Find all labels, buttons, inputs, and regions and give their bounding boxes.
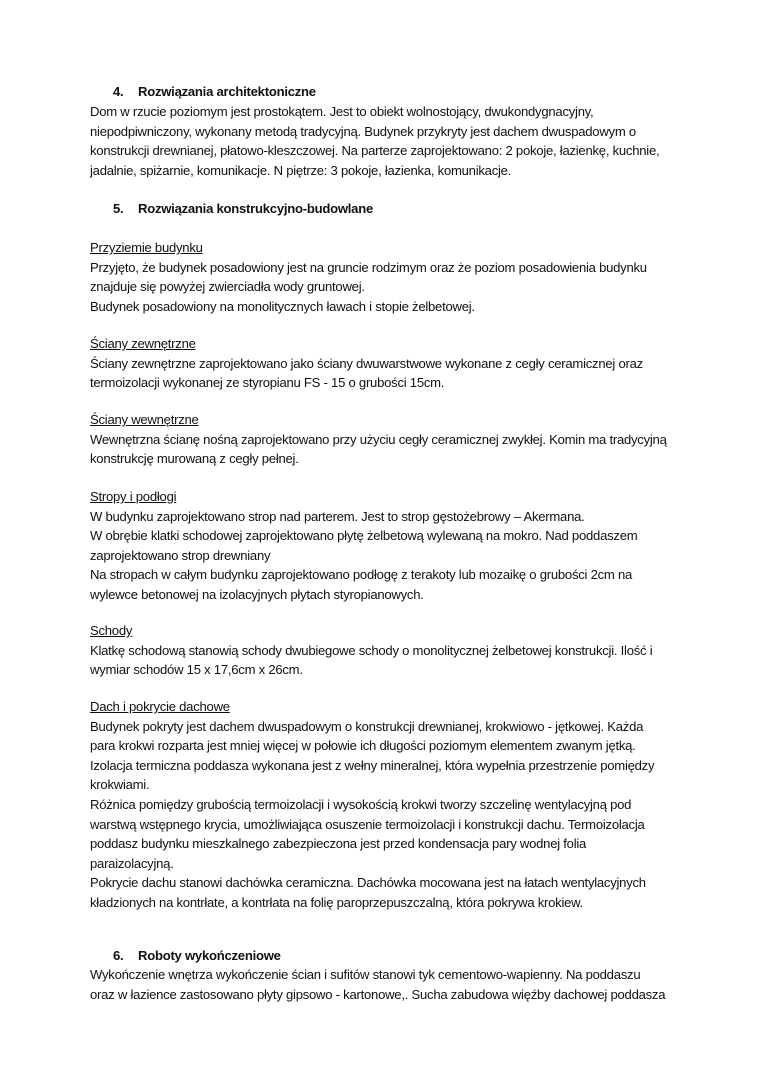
section-heading <box>113 946 281 966</box>
text-line: Pokrycie dachu stanowi dachówka ceramiczna. Dachówka mocowana jest na łatach wentylacyjnych <box>90 875 646 891</box>
text-line: konstrukcji drewnianej, płatowo-kleszczowej. Na parterze zaprojektowano: 2 pokoje, łazienkę, kuchnie, <box>90 143 660 159</box>
text-line: Klatkę schodową stanowią schody dwubiegowe schody o monolitycznej żelbetowej konstrukcji. Ilość i <box>90 642 653 658</box>
text-line: Wewnętrzna ścianę nośną zaprojektowano przy użyciu cegły ceramicznej zwykłej. Komin ma tradycyjną <box>90 431 667 447</box>
subsection-heading: Przyziemie budynku <box>90 240 203 255</box>
subsection <box>90 697 680 913</box>
text-line: paraizolacyjną. <box>90 855 174 871</box>
subsection <box>90 334 680 393</box>
text-line: zaprojektowano strop drewniany <box>90 547 271 563</box>
subsection-heading: Ściany zewnętrzne <box>90 336 196 351</box>
text-line: Izolacja termiczna poddasza wykonana jest z wełny mineralnej, która wypełnia przestrzenie pomiędzy <box>90 757 655 773</box>
text-line: W obrębie klatki schodowej zaprojektowano płytę żelbetową wylewaną na mokro. Nad poddaszem <box>90 528 638 544</box>
text-line: Dom w rzucie poziomym jest prostokątem. Jest to obiekt wolnostojący, dwukondygnacyjny, <box>90 104 594 119</box>
text-line: krokwiami. <box>90 777 150 793</box>
section-title: Rozwiązania konstrukcyjno-budowlane <box>138 201 373 216</box>
text-line: warstwą wstępnego krycia, umożliwiająca osuszenie termoizolacji i konstrukcji dachu. Termoizolacja <box>90 816 645 832</box>
subsection-heading: Ściany wewnętrzne <box>90 412 199 427</box>
section-number: 5. <box>113 201 124 216</box>
text-line: niepodpiwniczony, wykonany metodą tradycyjną. Budynek przykryty jest dachem dwuspadowym o <box>90 123 636 139</box>
text-line: znajduje się powyżej zwierciadła wody gruntowej. <box>90 279 365 295</box>
text-line: Różnica pomiędzy grubością termoizolacji i wysokością krokwi tworzy szczelinę wentylacyjną pod <box>90 796 632 812</box>
subsection-heading: Stropy i podłogi <box>90 489 177 504</box>
text-line: jadalnie, spiżarnie, komunikacje. N piętrze: 3 pokoje, łazienka, komunikacje. <box>90 162 512 178</box>
section-heading <box>113 82 316 102</box>
section-number: 6. <box>113 948 124 963</box>
text-line: konstrukcję murowaną z cegły pełnej. <box>90 451 299 467</box>
text-line: wymiar schodów 15 x 17,6cm x 26cm. <box>90 662 303 678</box>
subsection-heading: Schody <box>90 623 133 638</box>
text-line: Budynek posadowiony na monolitycznych ławach i stopie żelbetowej. <box>90 298 475 314</box>
text-line: termoizolacji wykonanej ze styropianu FS - 15 o grubości 15cm. <box>90 375 445 391</box>
subsection <box>90 621 680 680</box>
section-number: 4. <box>113 84 124 99</box>
text-line: poddasz budynku mieszkalnego zabezpieczona jest przed kondensacja pary wodnej folia <box>90 836 587 852</box>
section-title: Roboty wykończeniowe <box>138 948 281 963</box>
text-line: Na stropach w całym budynku zaprojektowano podłogę z terakoty lub mozaikę o grubości 2cm na <box>90 567 633 583</box>
text-line: Budynek pokryty jest dachem dwuspadowym o konstrukcji drewnianej, krokwiowo - jętkowej. Każda <box>90 718 644 734</box>
text-line: kładzionych na kontrłate, a kontrłata na folię paroprzepuszczalną, która pokrywa krokiew. <box>90 894 584 910</box>
subsection <box>90 238 680 316</box>
text-line: Wykończenie wnętrza wykończenie ścian i sufitów stanowi tyk cementowo-wapienny. Na poddaszu <box>90 967 641 982</box>
text-line: Ściany zewnętrzne zaprojektowano jako ściany dwuwarstwowe wykonane z cegły ceramicznej oraz <box>90 355 643 371</box>
subsection <box>90 487 680 605</box>
text-line: para krokwi rozparta jest mniej więcej w połowie ich długości poziomym elementem zwanym jętką. <box>90 738 636 754</box>
subsection <box>90 410 680 469</box>
text-line: W budynku zaprojektowano strop nad parterem. Jest to strop gęstożebrowy – Akermana. <box>90 508 585 524</box>
subsection-heading: Dach i pokrycie dachowe <box>90 699 230 714</box>
section-paragraph <box>90 102 680 180</box>
section-title: Rozwiązania architektoniczne <box>138 84 316 99</box>
text-line: Przyjęto, że budynek posadowiony jest na gruncie rodzimym oraz że poziom posadowienia budynku <box>90 259 647 275</box>
text-line: oraz w łazience zastosowano płyty gipsowo - kartonowe,. Sucha zabudowa więźby dachowej poddasza <box>90 986 666 1002</box>
section-heading <box>113 199 373 219</box>
text-line: wylewce betonowej na izolacyjnych płytach styropianowych. <box>90 586 424 602</box>
section-paragraph <box>90 965 680 1004</box>
